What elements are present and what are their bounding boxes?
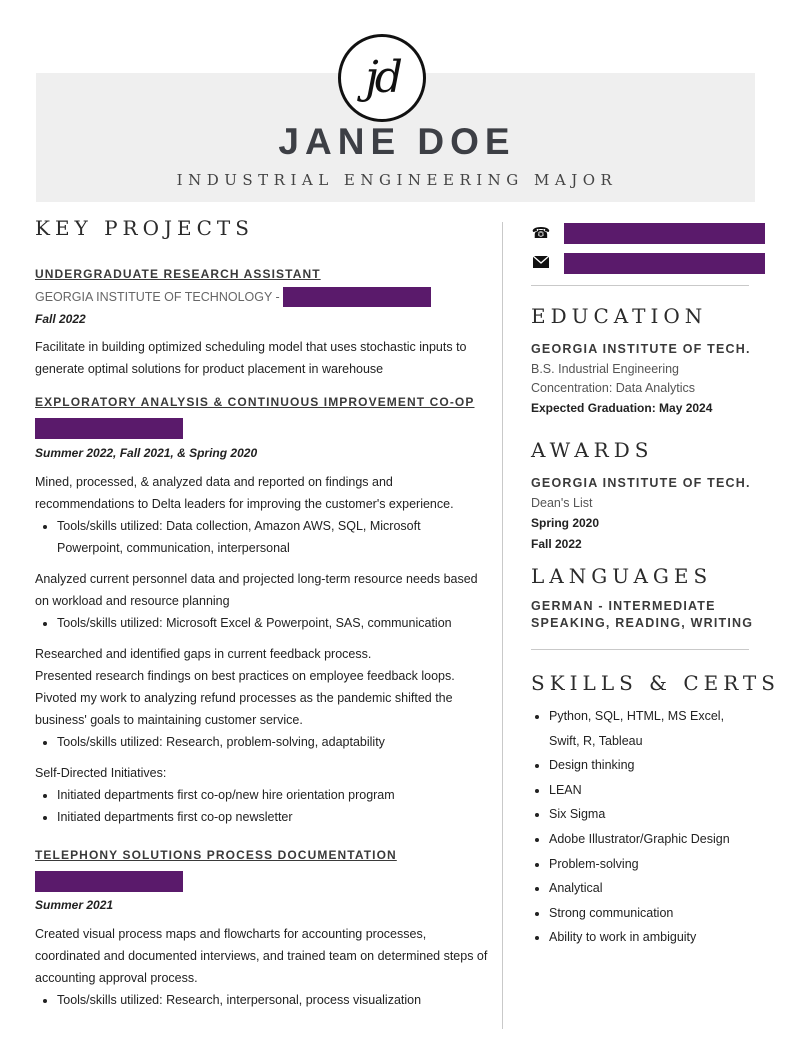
phone-icon: ☎: [531, 224, 551, 242]
skill-item: • Adobe Illustrator/Graphic Design: [549, 827, 749, 852]
skill-item: • Strong communication: [549, 901, 749, 926]
project-bullet: • Tools/skills utilized: Research, interpersonal, process visualization: [57, 989, 490, 1011]
column-divider: [502, 222, 503, 1029]
project-item: [35, 265, 490, 380]
project-description: Mined, processed, & analyzed data and reported on findings and recommendations to Delta leaders for improving the customer's experience.: [35, 475, 454, 511]
project-title: EXPLORATORY ANALYSIS & CONTINUOUS IMPROVEMENT CO-OP: [35, 395, 475, 409]
divider: [531, 285, 749, 286]
awards-section: [531, 435, 765, 555]
awards-name: Dean's List: [531, 496, 593, 510]
project-description: Facilitate in building optimized scheduling model that uses stochastic inputs to generate optimal solutions for product placement in warehouse: [35, 340, 467, 376]
monogram-text: jd: [365, 52, 399, 103]
skill-item: • Analytical: [549, 876, 749, 901]
skill-item: • Ability to work in ambiguity: [549, 925, 749, 950]
project-block: [35, 762, 490, 828]
project-bullet: • Tools/skills utilized: Research, problem-solving, adaptability: [57, 731, 490, 753]
candidate-tagline: INDUSTRIAL ENGINEERING MAJOR: [176, 171, 618, 189]
education-graduation: Expected Graduation: May 2024: [531, 401, 713, 415]
project-block: [35, 568, 490, 634]
language-skills: SPEAKING, READING, WRITING: [531, 616, 754, 630]
project-description: Researched and identified gaps in current feedback process.: [35, 647, 372, 661]
project-bullet: • Tools/skills utilized: Data collection, Amazon AWS, SQL, Microsoft Powerpoint, communication, interpersonal: [57, 515, 490, 559]
project-date: Fall 2022: [35, 312, 86, 326]
project-bullet: • Tools/skills utilized: Microsoft Excel & Powerpoint, SAS, communication: [57, 612, 490, 634]
project-title: TELEPHONY SOLUTIONS PROCESS DOCUMENTATION: [35, 848, 397, 862]
project-org: [35, 286, 490, 308]
redacted-block: [35, 418, 183, 439]
project-org-text: GEORGIA INSTITUTE OF TECHNOLOGY -: [35, 290, 280, 304]
contact-phone: [531, 218, 765, 248]
project-description: Pivoted my work to analyzing refund processes as the pandemic shifted the business' goals to maintaining customer service.: [35, 691, 453, 727]
redacted-block: [35, 871, 183, 892]
education-concentration: Concentration: Data Analytics: [531, 381, 695, 395]
project-description: Self-Directed Initiatives:: [35, 766, 167, 780]
project-date: Summer 2022, Fall 2021, & Spring 2020: [35, 446, 258, 460]
project-org: [35, 418, 490, 439]
section-heading-awards: AWARDS: [531, 438, 654, 462]
divider: [531, 649, 749, 650]
skill-item: • Design thinking: [549, 753, 749, 778]
education-degree: B.S. Industrial Engineering: [531, 362, 680, 376]
skill-item: • Problem-solving: [549, 852, 749, 877]
project-description: Created visual process maps and flowcharts for accounting processes, coordinated and documented interviews, and trained team on determined steps of accounting approval process.: [35, 927, 488, 985]
monogram-logo: [338, 34, 426, 122]
section-heading-languages: LANGUAGES: [531, 564, 713, 588]
project-date: Summer 2021: [35, 898, 114, 912]
redacted-block: [564, 253, 765, 274]
skill-item: • Six Sigma: [549, 802, 749, 827]
project-block: [35, 471, 490, 559]
contact-email: [531, 248, 765, 278]
project-description: Presented research findings on best practices on employee feedback loops.: [35, 669, 455, 683]
email-icon: [531, 254, 551, 272]
awards-term: Fall 2022: [531, 537, 582, 551]
key-projects-section: [35, 213, 490, 1011]
awards-school: GEORGIA INSTITUTE OF TECH.: [531, 476, 751, 490]
project-item: [35, 393, 490, 828]
project-bullet: • Initiated departments first co-op newsletter: [57, 806, 490, 828]
education-school: GEORGIA INSTITUTE OF TECH.: [531, 342, 751, 356]
skill-item: • LEAN: [549, 778, 749, 803]
language-level: GERMAN - INTERMEDIATE: [531, 599, 716, 613]
awards-term: Spring 2020: [531, 516, 600, 530]
section-heading-skills: SKILLS & CERTS: [531, 671, 780, 695]
candidate-name: JANE DOE: [278, 121, 516, 162]
skill-item: • Python, SQL, HTML, MS Excel, Swift, R, Tableau: [549, 704, 749, 753]
languages-section: [531, 561, 765, 632]
project-block: [35, 643, 490, 753]
project-description: Analyzed current personnel data and projected long-term resource needs based on workload and resource planning: [35, 572, 478, 608]
sidebar: [531, 218, 780, 950]
redacted-block: [283, 287, 431, 307]
skills-list: [531, 704, 749, 950]
project-item: [35, 846, 490, 1011]
education-section: [531, 301, 765, 419]
redacted-block: [564, 223, 765, 244]
project-org: [35, 871, 490, 892]
section-heading-key-projects: KEY PROJECTS: [35, 216, 254, 240]
section-heading-education: EDUCATION: [531, 304, 708, 328]
project-title: UNDERGRADUATE RESEARCH ASSISTANT: [35, 267, 321, 281]
skills-section: [531, 668, 780, 950]
project-bullet: • Initiated departments first co-op/new hire orientation program: [57, 784, 490, 806]
